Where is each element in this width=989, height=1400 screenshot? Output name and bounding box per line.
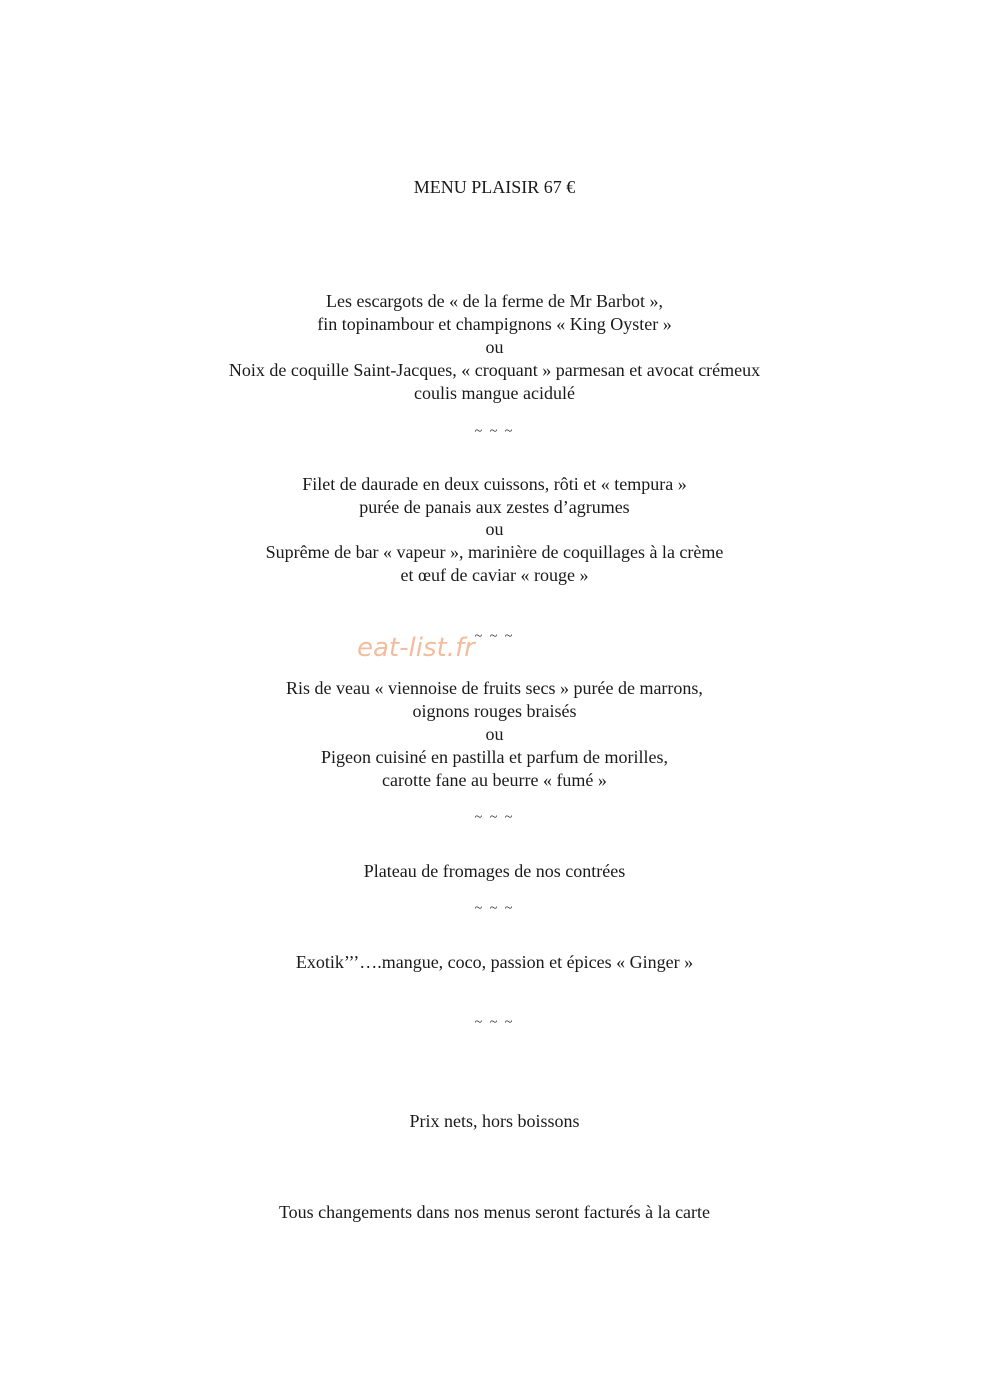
course2-line3: Suprême de bar « vapeur », marinière de coquillages à la crème: [265, 542, 724, 562]
dessert-course: Exotik’’’….mangue, coco, passion et épices « Ginger »: [295, 952, 694, 972]
menu-title: MENU PLAISIR 67 €: [413, 177, 576, 197]
separator-5: ~ ~ ~: [474, 1015, 515, 1030]
separator-1: ~ ~ ~: [474, 424, 515, 439]
watermark-logo: eat-list.fr: [357, 633, 475, 663]
course3-or: ou: [485, 724, 504, 744]
course1-line1: Les escargots de « de la ferme de Mr Barbot »,: [325, 291, 664, 311]
course2-line2: purée de panais aux zestes d’agrumes: [359, 497, 630, 517]
separator-4: ~ ~ ~: [474, 901, 515, 916]
changes-note: Tous changements dans nos menus seront facturés à la carte: [278, 1202, 711, 1222]
course1-or: ou: [485, 337, 504, 357]
course1-line2: fin topinambour et champignons « King Oyster »: [317, 314, 672, 334]
course3-line1: Ris de veau « viennoise de fruits secs » purée de marrons,: [286, 678, 703, 698]
cheese-course: Plateau de fromages de nos contrées: [363, 861, 626, 881]
course2-line4: et œuf de caviar « rouge »: [400, 565, 589, 585]
course1-line4: coulis mangue acidulé: [414, 383, 575, 403]
prices-note: Prix nets, hors boissons: [409, 1111, 580, 1131]
separator-3: ~ ~ ~: [474, 810, 515, 825]
course3-line3: Pigeon cuisiné en pastilla et parfum de morilles,: [321, 747, 668, 767]
course2-or: ou: [485, 519, 504, 539]
course3-line2: oignons rouges braisés: [412, 701, 577, 721]
separator-2: ~ ~ ~: [474, 629, 515, 644]
course3-line4: carotte fane au beurre « fumé »: [382, 770, 607, 790]
course2-line1: Filet de daurade en deux cuissons, rôti et « tempura »: [302, 474, 687, 494]
course1-line3: Noix de coquille Saint-Jacques, « croquant » parmesan et avocat crémeux: [228, 360, 761, 380]
